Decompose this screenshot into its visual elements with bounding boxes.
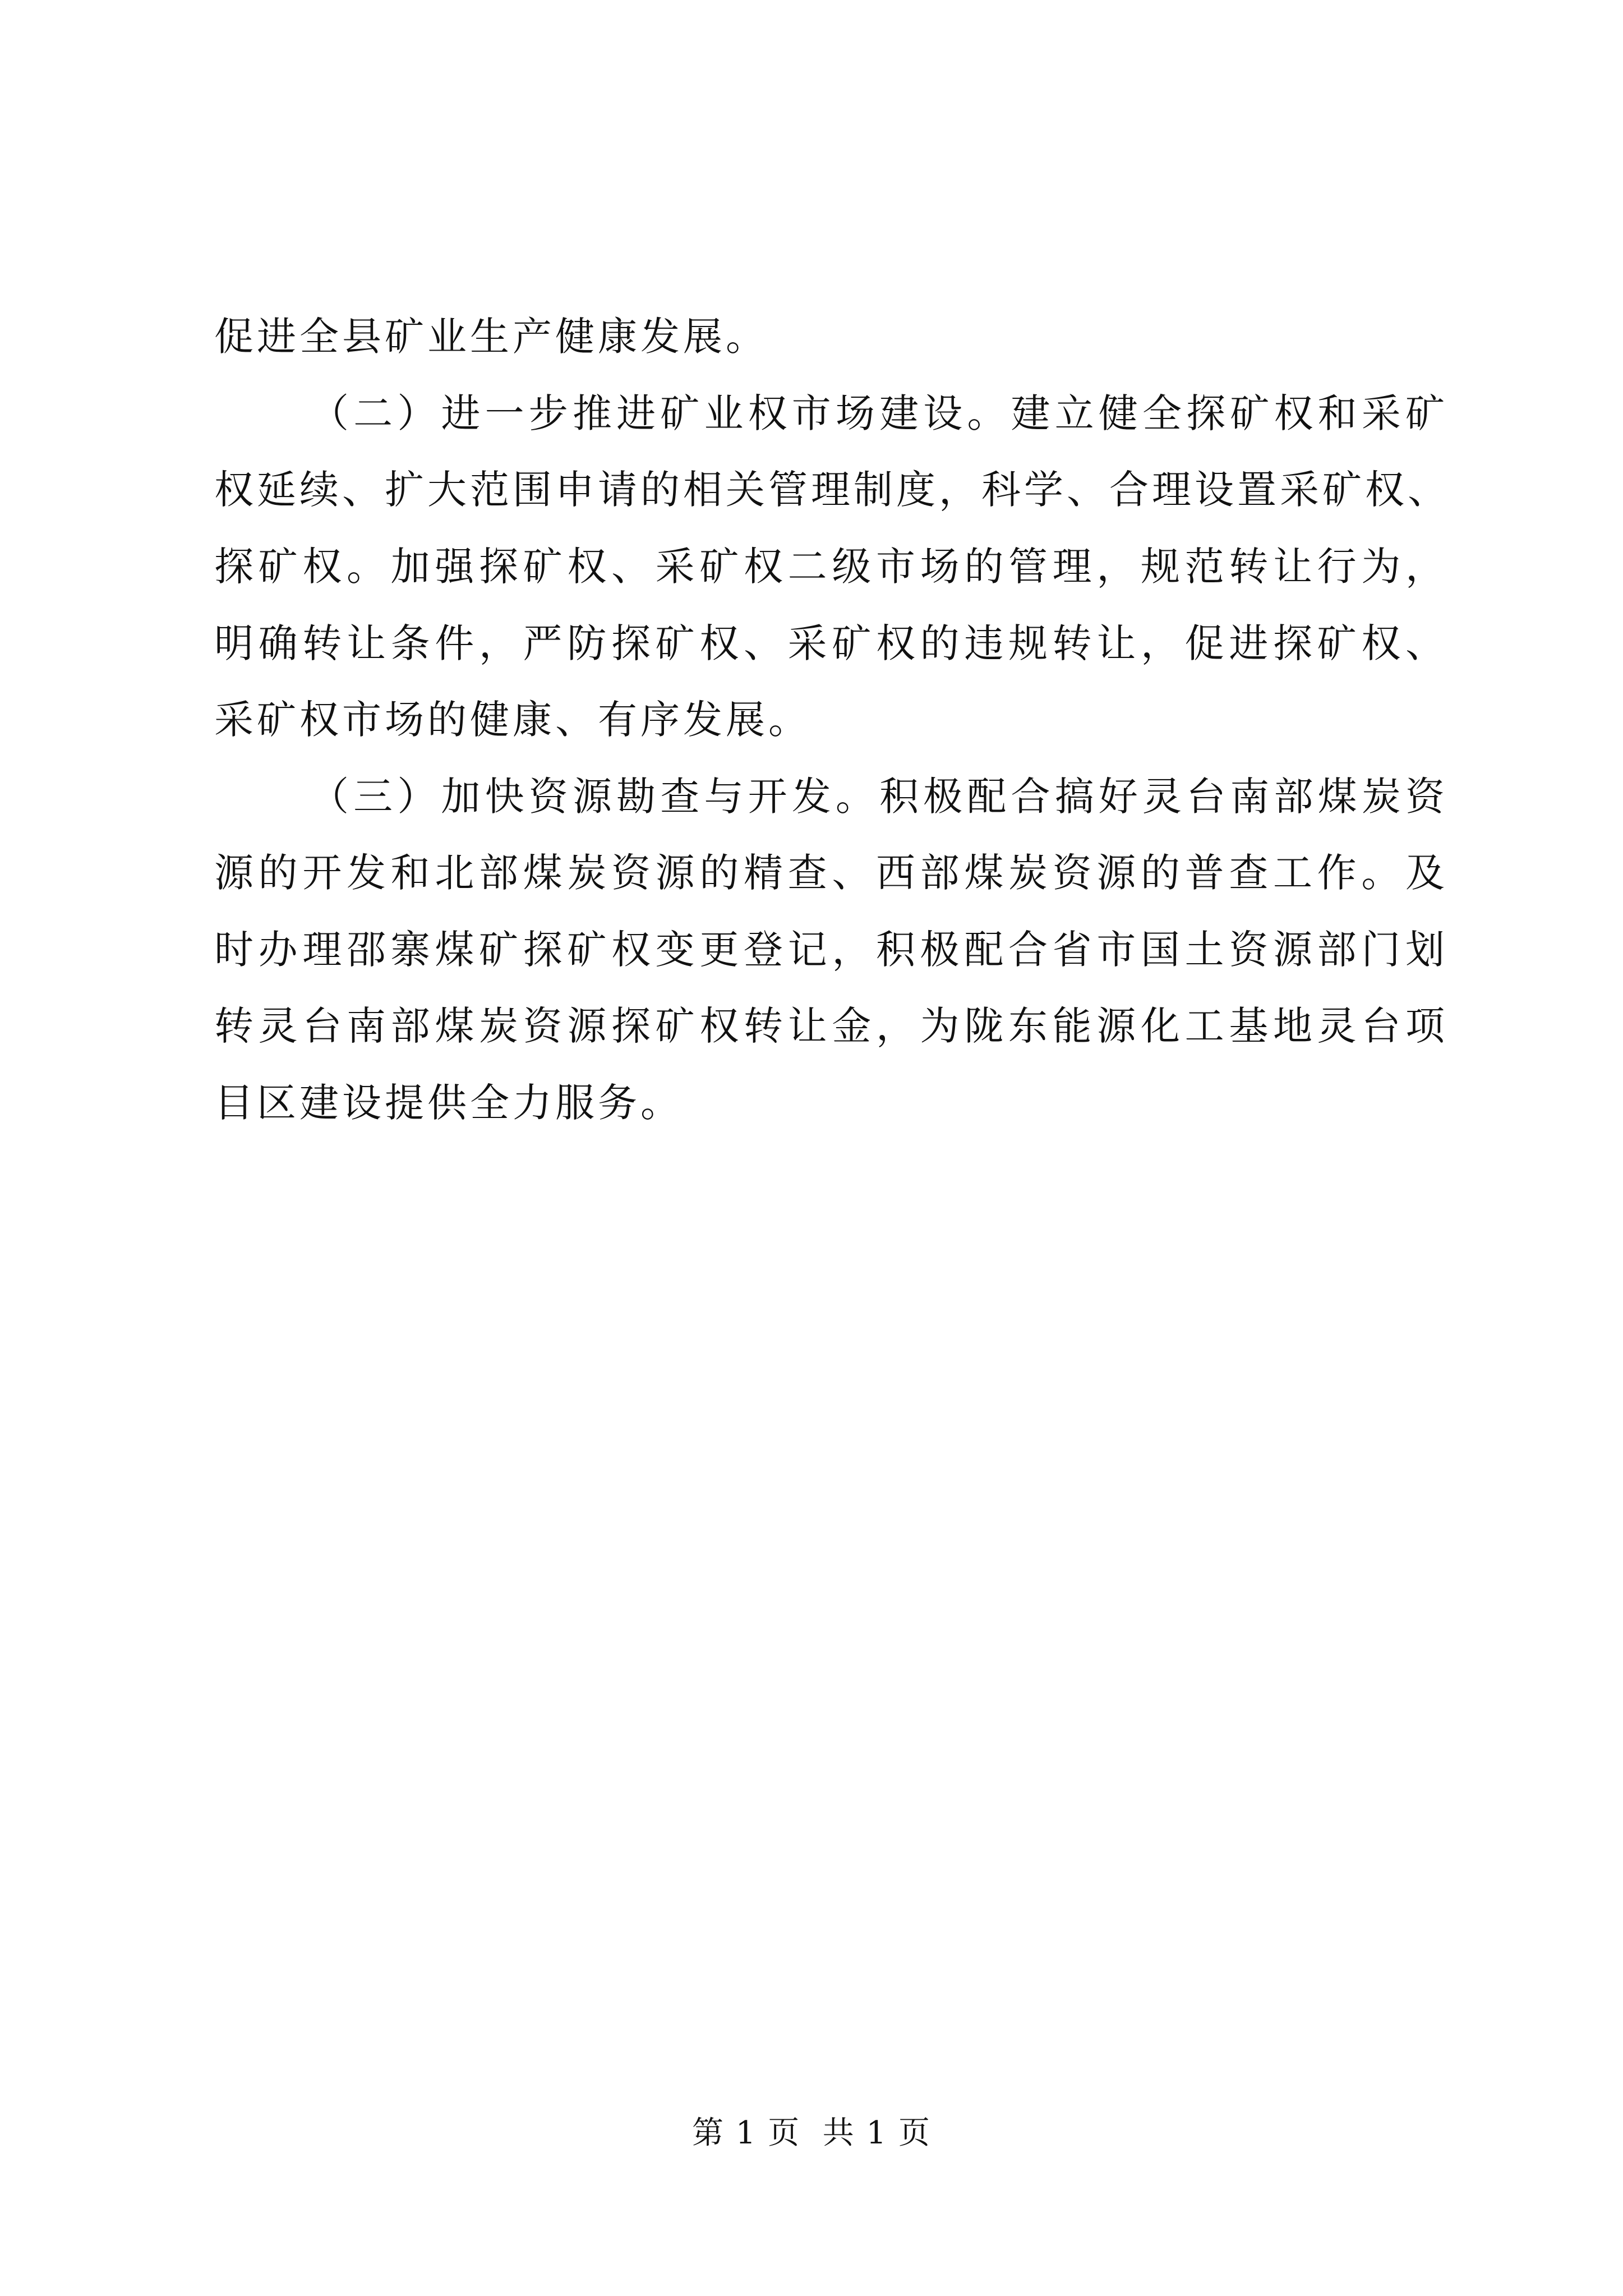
- paragraph-2-line-5: 采矿权市场的健康、有序发展。: [214, 697, 811, 743]
- paragraph-2-line-2: 权延续、扩大范围申请的相关管理制度，科学、合理设置采矿权、: [214, 467, 1450, 513]
- paragraph-1-line-1: 促进全县矿业生产健康发展。: [214, 314, 768, 360]
- paragraph-3-line-2: 源的开发和北部煤炭资源的精查、西部煤炭资源的普查工作。及: [214, 850, 1448, 896]
- paragraph-3-line-3: 时办理邵寨煤矿探矿权变更登记，积极配合省市国土资源部门划: [214, 927, 1448, 973]
- paragraph-3-line-5: 目区建设提供全力服务。: [214, 1080, 683, 1126]
- paragraph-2-line-1: （二）进一步推进矿业权市场建设。建立健全探矿权和采矿: [310, 390, 1448, 436]
- page-number-footer: 第 1 页 共 1 页: [691, 2115, 932, 2151]
- paragraph-3-line-4: 转灵台南部煤炭资源探矿权转让金，为陇东能源化工基地灵台项: [214, 1003, 1448, 1049]
- paragraph-2-line-4: 明确转让条件，严防探矿权、采矿权的违规转让，促进探矿权、: [214, 620, 1448, 666]
- paragraph-3-line-1: （三）加快资源勘查与开发。积极配合搞好灵台南部煤炭资: [310, 774, 1448, 820]
- paragraph-2-line-3: 探矿权。加强探矿权、采矿权二级市场的管理，规范转让行为，: [214, 544, 1448, 590]
